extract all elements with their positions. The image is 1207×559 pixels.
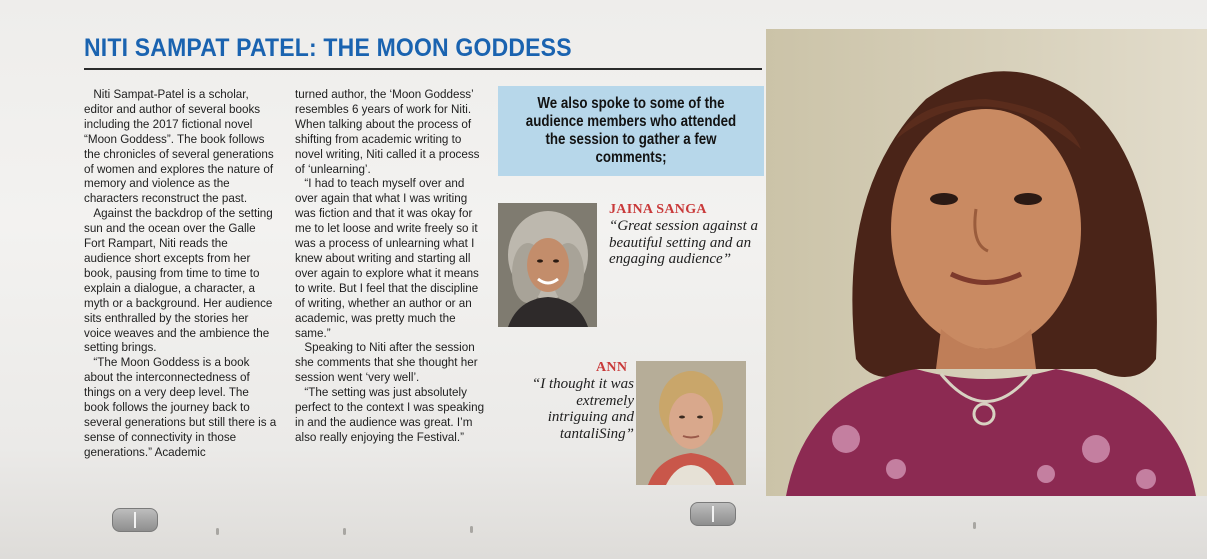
paper-mark: [216, 528, 219, 535]
paper-mark: [973, 522, 976, 529]
commenter-name: ANN: [596, 360, 628, 375]
paper-mark: [343, 528, 346, 535]
binder-clip-left: [112, 508, 158, 532]
jaina-sanga-photo: [498, 203, 597, 327]
ann-photo: [636, 361, 746, 485]
commenter-quote: “Great session against a beautiful setting and an engaging audience”: [609, 218, 759, 267]
headline: NITI SAMPAT PATEL: THE MOON GODDESS: [84, 34, 572, 62]
audience-callout-box: [498, 86, 764, 176]
headline-rule: [84, 68, 762, 70]
paragraph: Against the backdrop of the setting sun and the ocean over the Galle Fort Rampart, Niti reads the audience short excepts from her book, pausing from time to time to explain a dialogue, a character, a myth or a background. Her audience sits enthralled by the stories her voice weaves and the ambience the setting brings.: [84, 206, 273, 355]
paper-mark: [470, 526, 473, 533]
paragraph: Speaking to Niti after the session she comments that she thought her session went ‘very well’.: [295, 340, 478, 385]
paragraph: turned author, the ‘Moon Goddess’ resembles 6 years of work for Niti. When talking about the process of shifting from academic writing to novel writing, Niti called it a process of ‘unlearning’.: [295, 87, 480, 176]
article-column-1: [84, 87, 277, 460]
niti-sampat-patel-portrait: [766, 29, 1207, 496]
article-column-2: [295, 87, 488, 445]
paragraph: “The setting was just absolutely perfect to the context I was speaking in and the audience was great. I’m also really enjoying the Festival.”: [295, 385, 485, 444]
paragraph: Niti Sampat-Patel is a scholar, editor and author of several books including the 2017 fictional novel “Moon Goddess”. The book follows the chronicles of several generations of women and explores the nature of memory and violence as the characters reconstruct the past.: [84, 87, 274, 206]
paragraph: “I had to teach myself over and over again that what I was writing was fiction and that it was okay for me to let loose and write freely so it was a process of unlearning what I knew about writing and starting all over again to explore what it means to write. But I feel that the discipline of writing, whether an author or an academic, was pretty much the same.”: [295, 176, 479, 340]
callout-text: We also spoke to some of the audience members who attended the session to gather a few comments;: [525, 95, 737, 166]
commenter-name: JAINA SANGA: [609, 202, 707, 217]
commenter-quote: “I thought it was extremely intriguing and tantaliSing”: [531, 376, 634, 442]
paragraph: “The Moon Goddess is a book about the interconnectedness of things on a very deep level. The book follows the journey back to several generations but still there is a sense of connectivity in those generations.” Academic: [84, 355, 277, 459]
binder-clip-right: [690, 502, 736, 526]
